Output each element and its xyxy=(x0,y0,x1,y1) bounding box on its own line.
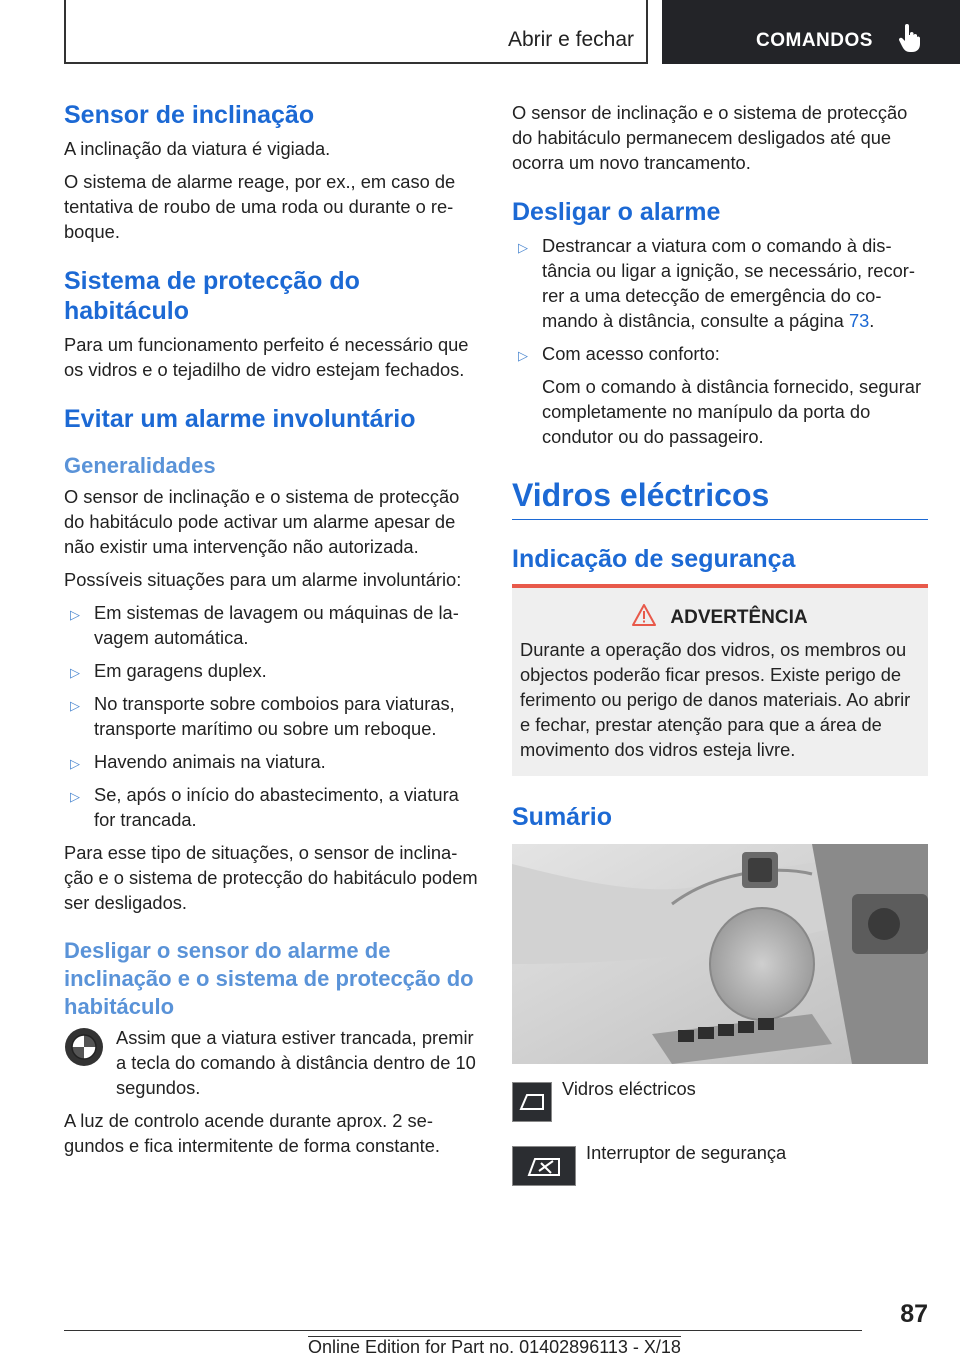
paragraph-with-key-icon: Assim que a viatura estiver trancada, premir a tecla do comando à distância dentro de 10 segundos. xyxy=(64,1025,478,1100)
list-item: ▷ Com acesso conforto: xyxy=(512,341,928,366)
paragraph: O sistema de alarme reage, por ex., em caso de tentativa de roubo de uma roda ou durante o reboque. xyxy=(64,171,456,242)
right-column xyxy=(512,100,928,1192)
header-section-title: Abrir e fechar xyxy=(507,28,634,51)
paragraph: Possíveis situações para um alarme involuntário: xyxy=(64,569,462,590)
warning-text: Durante a operação dos vidros, os membros ou objectos poderão ficar presos. Existe perigo de ferimento ou perigo de danos materiais. Ao abrir e fechar, prestar atenção para que a área de movimento dos vidros esteja livre. xyxy=(520,639,911,760)
list-item: ▷ No transporte sobre comboios para viaturas, transporte marítimo ou sobre um reboque. xyxy=(70,693,455,739)
triangle-bullet-icon: ▷ xyxy=(70,698,80,713)
heading-sensor-inclinacao: Sensor de inclinação xyxy=(64,101,315,129)
footer-divider xyxy=(64,1330,862,1331)
triangle-bullet-icon: ▷ xyxy=(70,756,80,771)
hand-pointer-icon xyxy=(898,24,920,52)
legend-label: Vidros eléctricos xyxy=(562,1078,696,1099)
list-item: ▷ Em garagens duplex. xyxy=(64,658,478,683)
bmw-key-icon xyxy=(64,1027,104,1067)
subheading-generalidades: Generalidades xyxy=(64,453,216,478)
safety-switch-icon xyxy=(512,1146,576,1186)
triangle-bullet-icon: ▷ xyxy=(70,665,80,680)
legend-label: Interruptor de segurança xyxy=(586,1142,787,1163)
paragraph: Para esse tipo de situações, o sensor de inclinação e o sistema de protecção do habitáculo podem ser desligados. xyxy=(64,842,478,913)
warning-box xyxy=(512,584,928,776)
warning-triangle-icon xyxy=(632,604,656,626)
heading-vidros-electricos: Vidros eléctricos xyxy=(512,475,928,520)
header-chapter-title: COMANDOS xyxy=(756,30,873,51)
paragraph: A inclinação da viatura é vigiada. xyxy=(64,138,331,159)
header-section-box xyxy=(64,0,648,64)
paragraph: Para um funcionamento perfeito é necessário que os vidros e o tejadilho de vidro estejam fechados. xyxy=(64,334,469,380)
header-chapter-tab xyxy=(662,0,960,64)
legend-row-safety-switch xyxy=(512,1142,928,1192)
heading-indicacao-seguranca: Indicação de segurança xyxy=(512,545,796,573)
paragraph: Com o comando à distância fornecido, segurar completamente no manípulo da porta do condutor ou do passageiro. xyxy=(542,376,922,447)
triangle-bullet-icon: ▷ xyxy=(70,789,80,804)
list-item: ▷ Em sistemas de lavagem ou máquinas de lavagem automática. xyxy=(70,602,459,648)
heading-sumario: Sumário xyxy=(512,803,613,831)
triangle-bullet-icon: ▷ xyxy=(518,348,528,363)
triangle-bullet-icon: ▷ xyxy=(70,607,80,622)
heading-sistema-proteccao: Sistema de protecção do habitáculo xyxy=(64,267,360,325)
triangle-bullet-icon: ▷ xyxy=(518,240,528,255)
paragraph: O sensor de inclinação e o sistema de protecção do habitáculo permanecem desligados até que ocorra um novo trancamento. xyxy=(512,102,908,173)
list-item: ▷ Destrancar a viatura com o comando à distância ou ligar a ignição, se necessário, recorrer a uma detecção de emergência do comando à distância, consulte a página 73. xyxy=(518,235,915,331)
door-panel-photo xyxy=(512,844,928,1064)
heading-desligar-alarme: Desligar o alarme xyxy=(512,198,721,226)
paragraph: A luz de controlo acende durante aprox. 2 segundos e fica intermitente de forma constante. xyxy=(64,1110,440,1156)
list-item: ▷ Se, após o início do abastecimento, a viatura for trancada. xyxy=(70,784,459,830)
left-column xyxy=(64,100,478,1166)
legend-row-window xyxy=(512,1078,928,1128)
subheading-desligar-sensor: Desligar o sensor do alarme de inclinação e o sistema de protecção do habitáculo xyxy=(64,938,474,1019)
page-reference-link[interactable]: 73 xyxy=(848,310,870,331)
heading-evitar-alarme: Evitar um alarme involuntário xyxy=(64,405,416,433)
paragraph: O sensor de inclinação e o sistema de protecção do habitáculo pode activar um alarme apesar de não existir uma intervenção não autorizada. xyxy=(64,486,460,557)
footer-edition: Online Edition for Part no. 01402896113 - X/18 xyxy=(308,1337,681,1357)
window-switch-icon xyxy=(512,1082,552,1122)
list-item: ▷ Havendo animais na viatura. xyxy=(64,749,478,774)
warning-title: ADVERTÊNCIA xyxy=(520,604,920,629)
bullet-list xyxy=(64,600,478,832)
bullet-list xyxy=(512,233,928,366)
page-number: 87 xyxy=(900,1300,928,1328)
